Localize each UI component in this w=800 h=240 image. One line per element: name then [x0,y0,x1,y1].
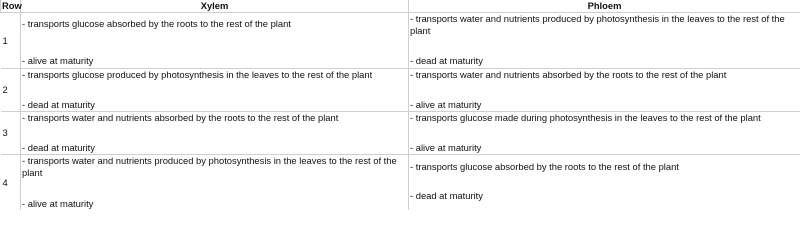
row-number: 3 [1,112,21,155]
phloem-maturity: - alive at maturity [410,142,482,153]
xylem-function: - transports glucose produced by photosynthesis in the leaves to the rest of the plant [22,69,373,80]
table-row [1,112,800,155]
phloem-cell [409,155,800,211]
xylem-maturity: - alive at maturity [22,55,94,66]
table-row [1,155,800,211]
xylem-cell [21,13,409,69]
phloem-cell [409,13,800,69]
phloem-maturity: - dead at maturity [410,55,483,66]
header-row [1,0,800,13]
xylem-cell [21,69,409,112]
xylem-function: - transports glucose absorbed by the roots to the rest of the plant [22,18,291,29]
phloem-function: - transports water and nutrients absorbed by the roots to the rest of the plant [410,69,727,80]
phloem-function: - transports water and nutrients produced by photosynthesis in the leaves to the rest of the plant [410,13,785,36]
xylem-cell [21,155,409,211]
xylem-cell [21,112,409,155]
table-row [1,69,800,112]
row-number: 4 [1,155,21,211]
phloem-maturity: - dead at maturity [410,190,483,201]
row-number: 1 [1,13,21,69]
header-phloem: Phloem [409,0,800,13]
header-xylem: Xylem [21,0,409,13]
phloem-maturity: - alive at maturity [410,99,482,110]
header-row-label: Row [2,0,22,11]
xylem-maturity: - dead at maturity [22,99,95,110]
xylem-maturity: - alive at maturity [22,198,94,209]
table-row [1,13,800,69]
xylem-function: - transports water and nutrients produced by photosynthesis in the leaves to the rest of the plant [22,155,397,178]
phloem-function: - transports glucose absorbed by the roots to the rest of the plant [410,161,679,172]
phloem-cell [409,69,800,112]
phloem-function: - transports glucose made during photosynthesis in the leaves to the rest of the plant [410,112,761,123]
row-number: 2 [1,69,21,112]
phloem-cell [409,112,800,155]
xylem-function: - transports water and nutrients absorbed by the roots to the rest of the plant [22,112,339,123]
xylem-maturity: - dead at maturity [22,142,95,153]
